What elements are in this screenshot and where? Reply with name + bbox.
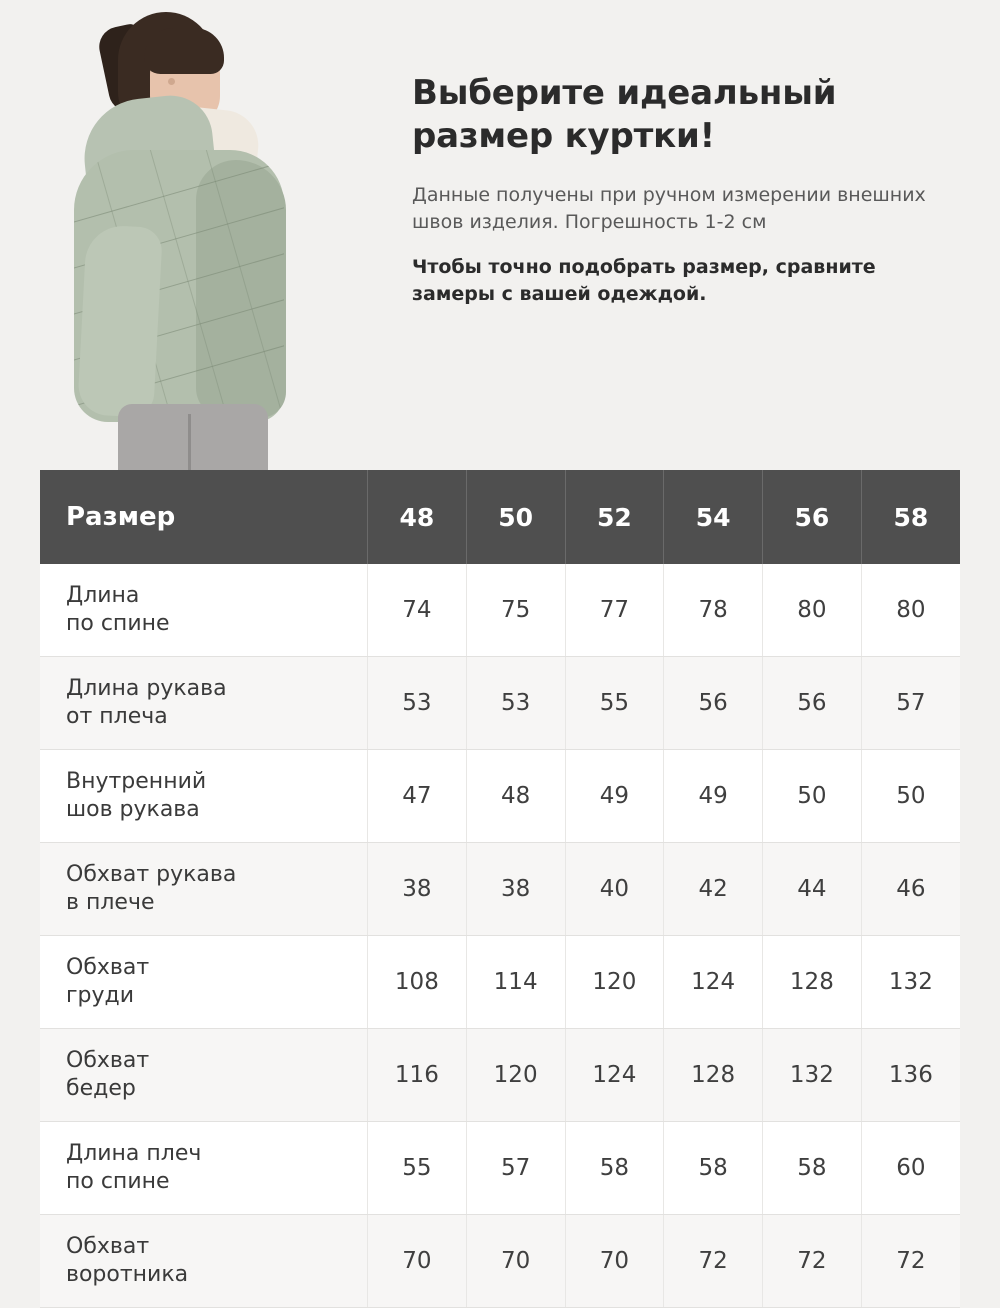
table-body [40,564,960,1308]
row-label-line2: шов рукава [66,797,200,822]
cell-value: 70 [368,1215,467,1308]
row-label [40,1029,368,1122]
hair-front [144,28,224,74]
cell-value: 116 [368,1029,467,1122]
table-header-label: Размер [40,470,368,564]
cell-value: 75 [466,564,565,657]
cell-value: 114 [466,936,565,1029]
measurement-note: Данные получены при ручном измерении внешних швов изделия. Погрешность 1-2 см [412,183,926,233]
cell-value: 108 [368,936,467,1029]
cell-value: 70 [565,1215,664,1308]
row-label-line2: воротника [66,1262,189,1287]
header-section [0,0,1000,470]
cell-value: 57 [861,657,960,750]
row-label-line1: Длина плеч [66,1140,202,1166]
cell-value: 50 [763,750,862,843]
row-label-line2: бедер [66,1076,136,1101]
cell-value: 56 [664,657,763,750]
product-photo [0,0,400,470]
row-label [40,1215,368,1308]
cell-value: 58 [565,1122,664,1215]
table-row [40,936,960,1029]
cell-value: 124 [664,936,763,1029]
page-title: Выберите идеальный размер куртки! [412,73,837,156]
cell-value: 48 [466,750,565,843]
row-label [40,936,368,1029]
cell-value: 80 [763,564,862,657]
table-head [40,470,960,564]
row-label-line2: в плече [66,890,155,915]
cell-value: 128 [664,1029,763,1122]
cell-value: 50 [861,750,960,843]
table-row [40,1215,960,1308]
cell-value: 124 [565,1029,664,1122]
jeans [118,404,268,470]
header-text-block [400,0,1000,470]
row-label-line2: по спине [66,1169,170,1194]
row-label-line1: Обхват рукава [66,861,237,887]
cell-value: 47 [368,750,467,843]
cell-value: 132 [861,936,960,1029]
table-row [40,750,960,843]
table-row [40,657,960,750]
row-label [40,1122,368,1215]
cell-value: 136 [861,1029,960,1122]
cell-value: 77 [565,564,664,657]
cell-value: 53 [368,657,467,750]
cell-value: 80 [861,564,960,657]
table-header-size-48: 48 [368,470,467,564]
cell-value: 46 [861,843,960,936]
cell-value: 38 [368,843,467,936]
cell-value: 40 [565,843,664,936]
table-header-size-54: 54 [664,470,763,564]
row-label [40,657,368,750]
cell-value: 120 [466,1029,565,1122]
row-label-line1: Обхват [66,1233,150,1259]
cell-value: 42 [664,843,763,936]
model-illustration [0,0,400,470]
row-label-line2: по спине [66,611,170,636]
cell-value: 58 [763,1122,862,1215]
table-header-row [40,470,960,564]
cell-value: 60 [861,1122,960,1215]
row-label-line1: Длина рукава [66,675,227,701]
cell-value: 49 [664,750,763,843]
table-header-size-50: 50 [466,470,565,564]
cell-value: 132 [763,1029,862,1122]
table-row [40,564,960,657]
table-header-size-58: 58 [861,470,960,564]
cell-value: 55 [368,1122,467,1215]
table-row [40,1029,960,1122]
row-label-line2: от плеча [66,704,168,729]
table-header-size-56: 56 [763,470,862,564]
size-table [40,470,960,1308]
ear [168,78,175,85]
row-label-line1: Внутренний [66,768,207,794]
row-label-line1: Обхват [66,954,150,980]
row-label [40,750,368,843]
cell-value: 56 [763,657,862,750]
table-row [40,1122,960,1215]
row-label-line1: Длина [66,582,140,608]
cell-value: 78 [664,564,763,657]
cell-value: 72 [664,1215,763,1308]
cell-value: 49 [565,750,664,843]
cell-value: 70 [466,1215,565,1308]
row-label [40,843,368,936]
size-table-container [40,470,960,1308]
cell-value: 128 [763,936,862,1029]
row-label-line2: груди [66,983,135,1008]
cell-value: 120 [565,936,664,1029]
cell-value: 57 [466,1122,565,1215]
cell-value: 72 [861,1215,960,1308]
row-label-line1: Обхват [66,1047,150,1073]
cell-value: 53 [466,657,565,750]
cell-value: 58 [664,1122,763,1215]
table-row [40,843,960,936]
cell-value: 72 [763,1215,862,1308]
jacket-sleeve [77,224,163,418]
cell-value: 74 [368,564,467,657]
measurement-advice: Чтобы точно подобрать размер, сравните замеры с вашей одеждой. [412,255,876,306]
cell-value: 38 [466,843,565,936]
table-header-size-52: 52 [565,470,664,564]
cell-value: 44 [763,843,862,936]
cell-value: 55 [565,657,664,750]
row-label [40,564,368,657]
